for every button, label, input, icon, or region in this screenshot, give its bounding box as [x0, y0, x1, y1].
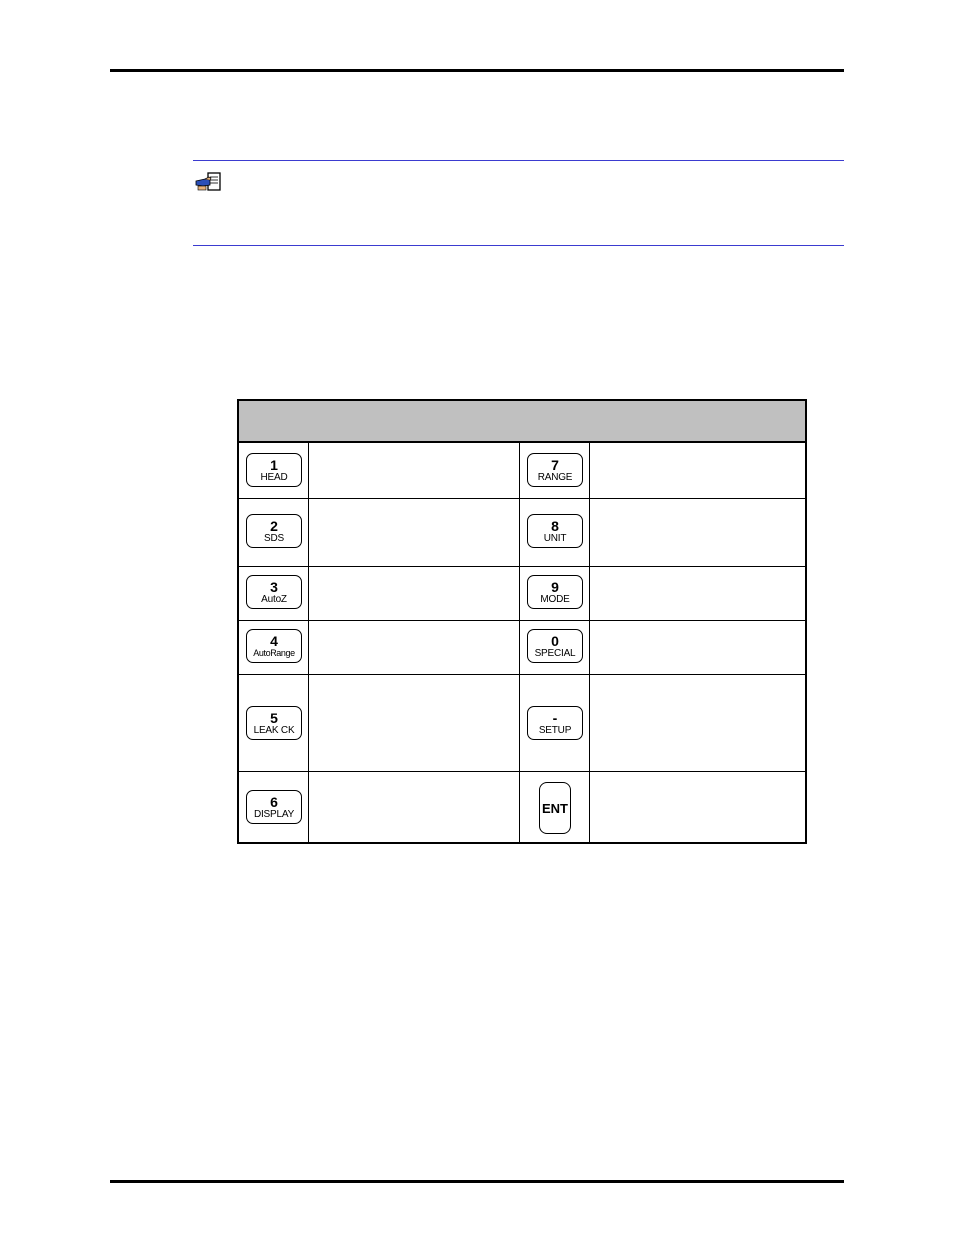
key-0-special: 0 SPECIAL	[527, 629, 583, 663]
key-minus-setup: - SETUP	[527, 706, 583, 740]
key-5-leak-ck: 5 LEAK CK	[246, 706, 302, 740]
key-9-mode: 9 MODE	[527, 575, 583, 609]
key-4-autorange: 4 AutoRange	[246, 629, 302, 663]
keypad-table-header	[239, 401, 805, 443]
table-divider	[239, 498, 805, 499]
note-top-rule	[193, 160, 844, 161]
key-1-head: 1 HEAD	[246, 453, 302, 487]
table-divider	[239, 566, 805, 567]
table-divider	[589, 443, 590, 842]
keypad-table	[237, 399, 807, 844]
table-divider	[239, 620, 805, 621]
header-rule	[110, 69, 844, 72]
key-enter: ENT	[539, 782, 571, 834]
key-7-range: 7 RANGE	[527, 453, 583, 487]
key-6-display: 6 DISPLAY	[246, 790, 302, 824]
footer-rule	[110, 1180, 844, 1183]
table-divider	[239, 771, 805, 772]
note-bottom-rule	[193, 245, 844, 246]
table-divider	[308, 443, 309, 842]
key-8-unit: 8 UNIT	[527, 514, 583, 548]
note-hand-icon	[195, 171, 223, 193]
key-2-sds: 2 SDS	[246, 514, 302, 548]
key-3-autoz: 3 AutoZ	[246, 575, 302, 609]
table-divider	[239, 674, 805, 675]
table-divider	[519, 443, 520, 842]
